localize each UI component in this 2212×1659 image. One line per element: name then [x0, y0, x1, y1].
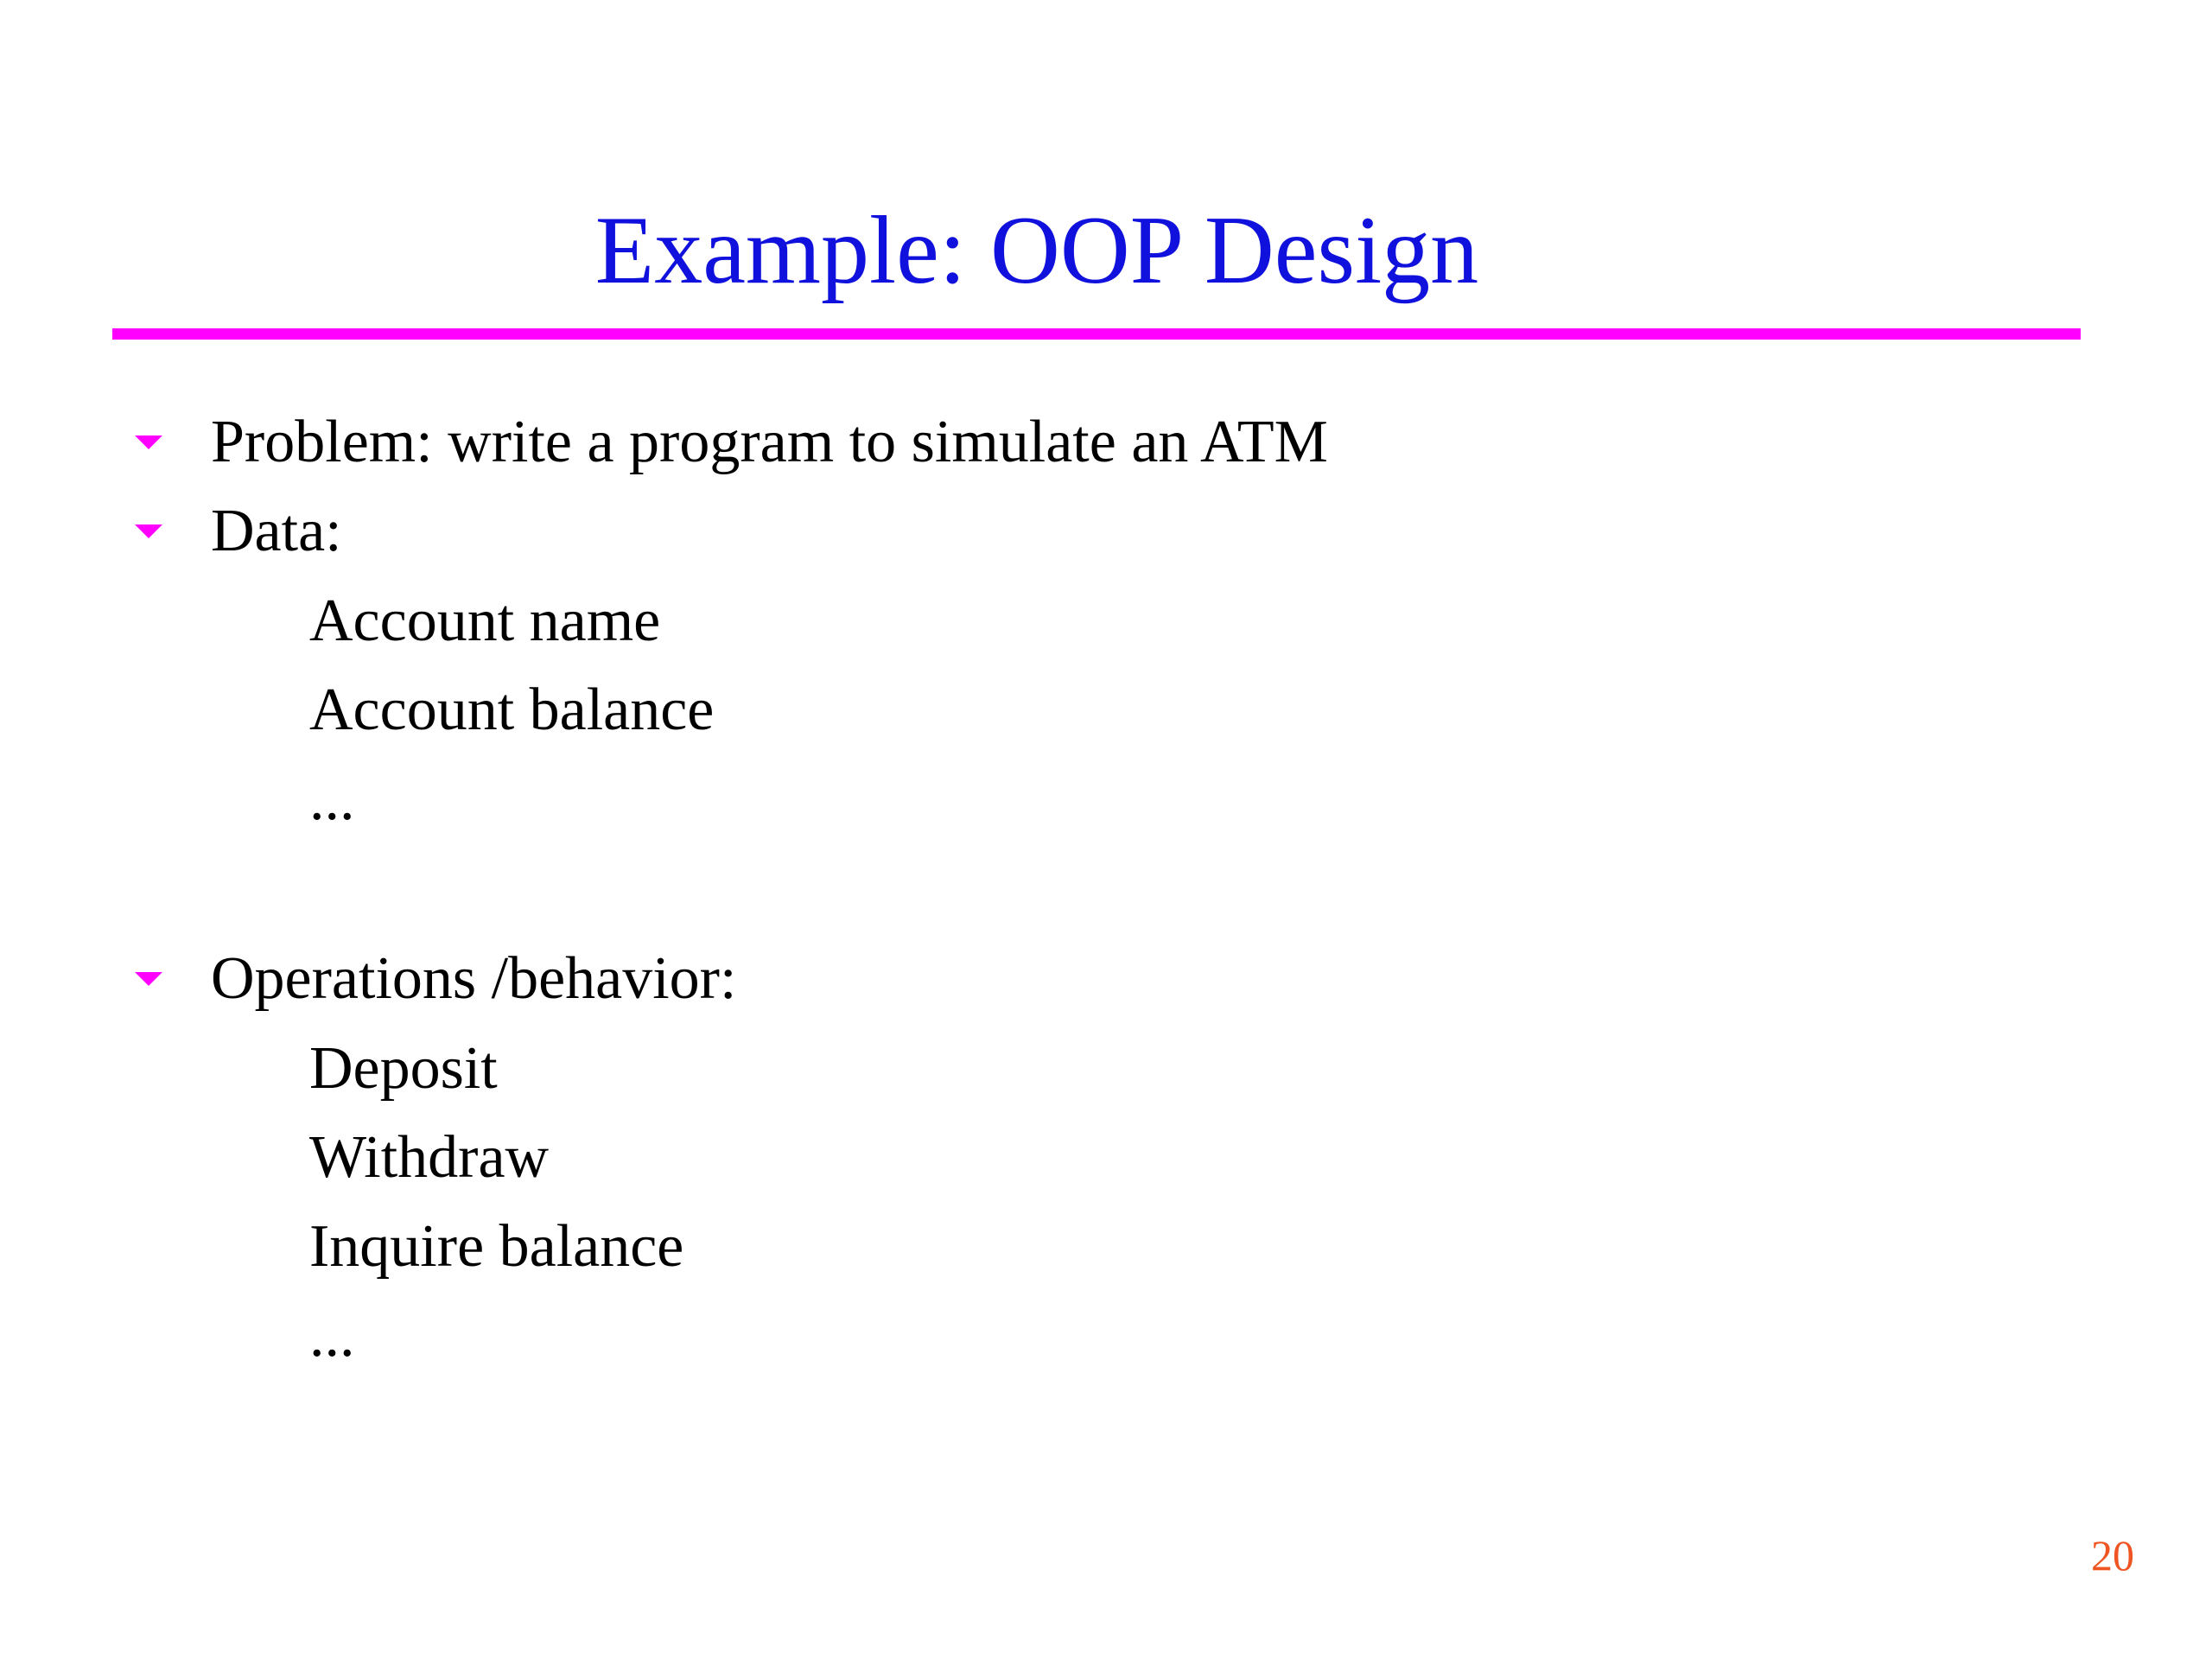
sub-item-account-name: Account name [309, 588, 661, 654]
title-divider [112, 328, 2081, 340]
bullet-text: Data: [211, 498, 342, 564]
bullet-text: Operations /behavior: [211, 945, 737, 1012]
bullet-text: Problem: write a program to simulate an ATM [211, 409, 1328, 475]
triangle-down-bullet-icon [130, 399, 168, 486]
sub-item-ellipsis: ... [309, 1303, 355, 1370]
sub-item-ellipsis: ... [309, 766, 355, 833]
slide-title: Example: OOP Design [594, 197, 1479, 304]
triangle-down-bullet-icon [130, 936, 168, 1022]
sub-item-withdraw: Withdraw [309, 1124, 550, 1191]
sub-item-account-balance: Account balance [309, 677, 715, 743]
triangle-down-bullet-icon [130, 488, 168, 575]
page-number: 20 [2091, 1531, 2134, 1580]
sub-item-deposit: Deposit [309, 1035, 498, 1102]
sub-item-inquire-balance: Inquire balance [309, 1213, 684, 1280]
